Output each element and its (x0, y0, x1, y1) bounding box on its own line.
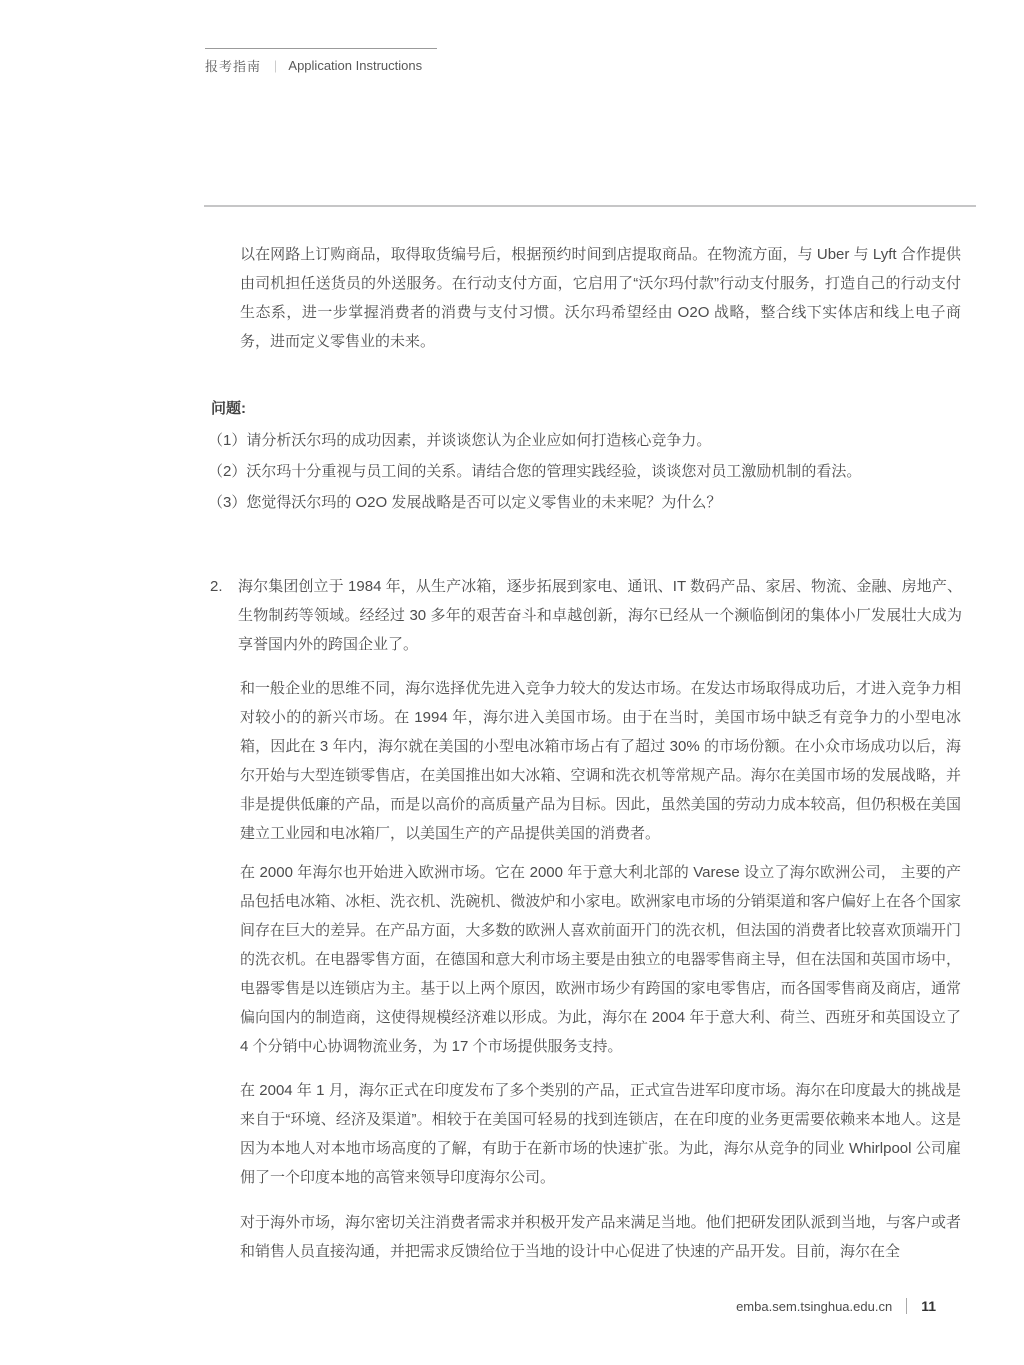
question-item-2: （2）沃尔玛十分重视与员工间的关系。请结合您的管理实践经验，谈谈您对员工激励机制的看法。 (208, 463, 862, 480)
footer-page-number: 11 (921, 1298, 936, 1314)
section-divider (204, 205, 976, 207)
haier-paragraph-overseas-rnd: 对于海外市场，海尔密切关注消费者需求并积极开发产品来满足当地。他们把研发团队派到当地，与客户或者和销售人员直接沟通，并把需求反馈给位于当地的设计中心促进了快速的产品开发。目前，海尔在全 (240, 1214, 961, 1260)
walmart-continuation-paragraph: 以在网路上订购商品，取得取货编号后，根据预约时间到店提取商品。在物流方面，与 Uber 与 Lyft 合作提供由司机担任送货员的外送服务。在行动支付方面，它启用了“沃尔玛付款”行动支付服务，打造自己的行动支付生态系，进一步掌握消费者的消费与支付习惯。沃尔玛希望经由 O2O 战略，整合线下实体店和线上电子商务，进而定义零售业的未来。 (240, 246, 961, 350)
haier-paragraph-europe-market: 在 2000 年海尔也开始进入欧洲市场。它在 2000 年于意大利北部的 Varese 设立了海尔欧洲公司， 主要的产品包括电冰箱、冰柜、洗衣机、洗碗机、微波炉和小家电。欧洲家电市场的分销渠道和客户偏好上在各个国家间存在巨大的差异。在产品方面，大多数的欧洲人喜欢前面开门的洗衣机，但法国的消费者比较喜欢顶端开门的洗衣机。在电器零售方面，在德国和意大利市场主要是由独立的电器零售商主导，但在法国和英国市场中，电器零售是以连锁店为主。基于以上两个原因，欧洲市场少有跨国的家电零售店，而各国零售商及商店，通常偏向国内的制造商，这使得规模经济难以形成。为此，海尔在 2004 年于意大利、荷兰、西班牙和英国设立了 4 个分销中心协调物流业务，为 17 个市场提供服务支持。 (240, 864, 961, 1055)
header-section-en: Application Instructions (288, 58, 423, 73)
footer-separator (906, 1298, 907, 1314)
page-header (205, 48, 437, 75)
page-footer (736, 1298, 936, 1314)
header-section-zh: 报考指南 (205, 59, 262, 74)
footer-url: emba.sem.tsinghua.edu.cn (736, 1298, 893, 1314)
haier-intro-paragraph: 海尔集团创立于 1984 年，从生产冰箱，逐步拓展到家电、通讯、IT 数码产品、家居、物流、金融、房地产、生物制药等领域。经经过 30 多年的艰苦奋斗和卓越创新，海尔已经从一个濒临倒闭的集体小厂发展壮大成为享誉国内外的跨国企业了。 (238, 578, 962, 653)
question-item-3: （3）您觉得沃尔玛的 O2O 发展战略是否可以定义零售业的未来呢？为什么？ (208, 494, 722, 511)
haier-paragraph-us-market: 和一般企业的思维不同，海尔选择优先进入竞争力较大的发达市场。在发达市场取得成功后，才进入竞争力相对较小的的新兴市场。在 1994 年，海尔进入美国市场。由于在当时，美国市场中缺乏有竞争力的小型电冰箱，因此在 3 年内，海尔就在美国的小型电冰箱市场占有了超过 30% 的市场份额。在小众市场成功以后，海尔开始与大型连锁零售店，在美国推出如大冰箱、空调和洗衣机等常规产品。海尔在美国市场的发展战略，并非是提供低廉的产品，而是以高价的高质量产品为目标。因此，虽然美国的劳动力成本较高，但仍积极在美国建立工业园和电冰箱厂，以美国生产的产品提供美国的消费者。 (240, 680, 961, 842)
haier-case-intro (210, 572, 962, 659)
haier-paragraph-india-market: 在 2004 年 1 月，海尔正式在印度发布了多个类别的产品，正式宣告进军印度市场。海尔在印度最大的挑战是来自于“环境、经济及渠道”。相较于在美国可轻易的找到连锁店，在在印度的业务更需要依赖来本地人。这是因为本地人对本地市场高度的了解，有助于在新市场的快速扩张。为此，海尔从竞争的同业 Whirlpool 公司雇佣了一个印度本地的高管来领导印度海尔公司。 (240, 1082, 961, 1186)
haier-case-number: 2. (210, 578, 223, 595)
header-separator: | (274, 58, 277, 73)
questions-list (208, 425, 964, 518)
questions-heading: 问题: (211, 400, 246, 417)
question-item-1: （1）请分析沃尔玛的成功因素，并谈谈您认为企业应如何打造核心竞争力。 (208, 432, 712, 449)
